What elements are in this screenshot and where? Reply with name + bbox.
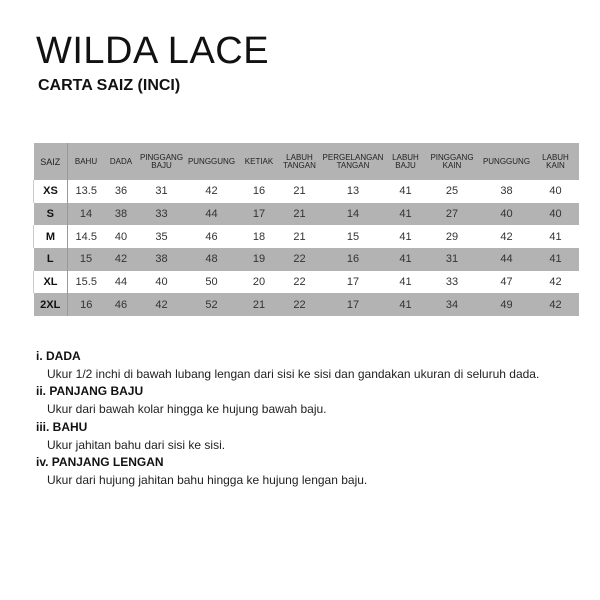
measurement-cell: 46: [186, 225, 238, 248]
column-header-label: LABUH: [392, 152, 419, 162]
measurement-cell: 31: [424, 248, 481, 271]
measurement-cell: 21: [281, 180, 319, 203]
measurement-cell: 44: [186, 203, 238, 226]
measurement-cell: 22: [281, 248, 319, 271]
measurement-cell: 41: [533, 248, 579, 271]
column-header-label: TANGAN: [283, 160, 316, 170]
size-label: XL: [34, 271, 68, 294]
measurement-cell: 22: [281, 271, 319, 294]
measurement-cell: 42: [138, 293, 186, 316]
table-row: [34, 293, 579, 316]
measurement-cell: 22: [281, 293, 319, 316]
table-row: [34, 248, 579, 271]
measurement-cell: 21: [281, 225, 319, 248]
measurement-cell: 14: [319, 203, 388, 226]
size-label: S: [34, 203, 68, 226]
measurement-cell: 49: [481, 293, 533, 316]
measurement-cell: 21: [238, 293, 281, 316]
measurement-cell: 16: [68, 293, 105, 316]
measurement-cell: 52: [186, 293, 238, 316]
measurement-cell: 13: [319, 180, 388, 203]
measurement-cell: 16: [319, 248, 388, 271]
measurement-cell: 18: [238, 225, 281, 248]
table-row: [34, 271, 579, 294]
note-title: i. DADA: [36, 349, 81, 363]
measurement-cell: 42: [186, 180, 238, 203]
measurement-cell: 17: [319, 271, 388, 294]
column-header-label: LABUH: [286, 152, 313, 162]
measurement-cell: 41: [388, 180, 424, 203]
measurement-cell: 41: [388, 225, 424, 248]
measurement-cell: 33: [138, 203, 186, 226]
column-header: [68, 143, 105, 180]
measurement-cell: 41: [388, 248, 424, 271]
measurement-cell: 48: [186, 248, 238, 271]
measurement-cell: 46: [105, 293, 138, 316]
chart-subtitle: CARTA SAIZ (INCI): [38, 77, 181, 94]
measurement-cell: 17: [238, 203, 281, 226]
measurement-cell: 42: [105, 248, 138, 271]
column-header: [138, 143, 186, 180]
column-header-label: PUNGGUNG: [187, 156, 236, 166]
column-header-label: PERGELANGAN: [322, 152, 384, 162]
measurement-cell: 40: [533, 180, 579, 203]
table-row: [34, 203, 579, 226]
brand-title: WILDA LACE: [36, 30, 270, 72]
size-label: XS: [34, 180, 68, 203]
table-row: [34, 225, 579, 248]
measurement-cell: 40: [138, 271, 186, 294]
measurement-cell: 42: [533, 271, 579, 294]
column-header-label: PUNGGUNG: [482, 156, 531, 166]
measurement-cell: 15: [319, 225, 388, 248]
measurement-cell: 44: [481, 248, 533, 271]
measurement-cell: 14: [68, 203, 105, 226]
column-header: [238, 143, 281, 180]
column-header-label: PINGGANG: [430, 152, 474, 162]
note-description: Ukur dari hujung jahitan bahu hingga ke hujung lengan baju.: [47, 472, 368, 487]
note-title: ii. PANJANG BAJU: [36, 384, 144, 399]
column-header: [388, 143, 424, 180]
size-label: 2XL: [34, 293, 68, 316]
note-description: Ukur 1/2 inchi di bawah lubang lengan dari sisi ke sisi dan gandakan ukuran di seluruh dada.: [47, 366, 540, 381]
measurement-cell: 14.5: [68, 225, 105, 248]
measurement-cell: 41: [533, 225, 579, 248]
measurement-cell: 38: [481, 180, 533, 203]
column-header-label: TANGAN: [336, 160, 370, 170]
table-row: [34, 180, 579, 203]
measurement-cell: 27: [424, 203, 481, 226]
measurement-cell: 38: [138, 248, 186, 271]
column-header: [281, 143, 319, 180]
measurement-cell: 38: [105, 203, 138, 226]
column-header-label: BAHU: [74, 156, 98, 166]
measurement-cell: 19: [238, 248, 281, 271]
note-title: iv. PANJANG LENGAN: [36, 455, 164, 470]
measurement-cell: 25: [424, 180, 481, 203]
size-label: M: [34, 225, 68, 248]
measurement-cell: 17: [319, 293, 388, 316]
measurement-cell: 41: [388, 203, 424, 226]
measurement-cell: 42: [481, 225, 533, 248]
column-header-label: DADA: [109, 156, 133, 166]
measurement-cell: 35: [138, 225, 186, 248]
column-header: [34, 143, 68, 180]
measurement-cell: 41: [388, 293, 424, 316]
column-header-label: SAIZ: [40, 156, 61, 167]
column-header-label: BAJU: [395, 160, 416, 170]
column-header-label: BAJU: [151, 160, 172, 170]
column-header-label: PINGGANG: [139, 152, 184, 162]
measurement-cell: 21: [281, 203, 319, 226]
measurement-cell: 16: [238, 180, 281, 203]
measurement-cell: 34: [424, 293, 481, 316]
column-header: [186, 143, 238, 180]
column-header: [533, 143, 579, 180]
column-header-label: LABUH: [542, 152, 569, 162]
column-header: [105, 143, 138, 180]
measurement-cell: 44: [105, 271, 138, 294]
measurement-cell: 41: [388, 271, 424, 294]
size-label: L: [34, 248, 68, 271]
measurement-cell: 31: [138, 180, 186, 203]
measurement-notes: [36, 348, 539, 490]
measurement-cell: 40: [533, 203, 579, 226]
measurement-cell: 29: [424, 225, 481, 248]
measurement-cell: 47: [481, 271, 533, 294]
note-description: Ukur dari bawah kolar hingga ke hujung bawah baju.: [47, 402, 327, 417]
column-header-label: KAIN: [442, 160, 462, 170]
measurement-cell: 40: [481, 203, 533, 226]
size-chart-table: [33, 143, 579, 316]
note-description: Ukur jahitan bahu dari sisi ke sisi.: [47, 437, 226, 452]
note-title: iii. BAHU: [36, 419, 88, 434]
column-header-label: KAIN: [546, 160, 565, 170]
measurement-cell: 42: [533, 293, 579, 316]
column-header: [319, 143, 388, 180]
measurement-cell: 15.5: [68, 271, 105, 294]
measurement-cell: 50: [186, 271, 238, 294]
column-header: [481, 143, 533, 180]
measurement-cell: 36: [105, 180, 138, 203]
measurement-cell: 20: [238, 271, 281, 294]
column-header-label: KETIAK: [244, 156, 274, 166]
measurement-cell: 13.5: [68, 180, 105, 203]
measurement-cell: 15: [68, 248, 105, 271]
measurement-cell: 40: [105, 225, 138, 248]
column-header: [424, 143, 481, 180]
table-header-row: [34, 143, 579, 180]
measurement-cell: 33: [424, 271, 481, 294]
